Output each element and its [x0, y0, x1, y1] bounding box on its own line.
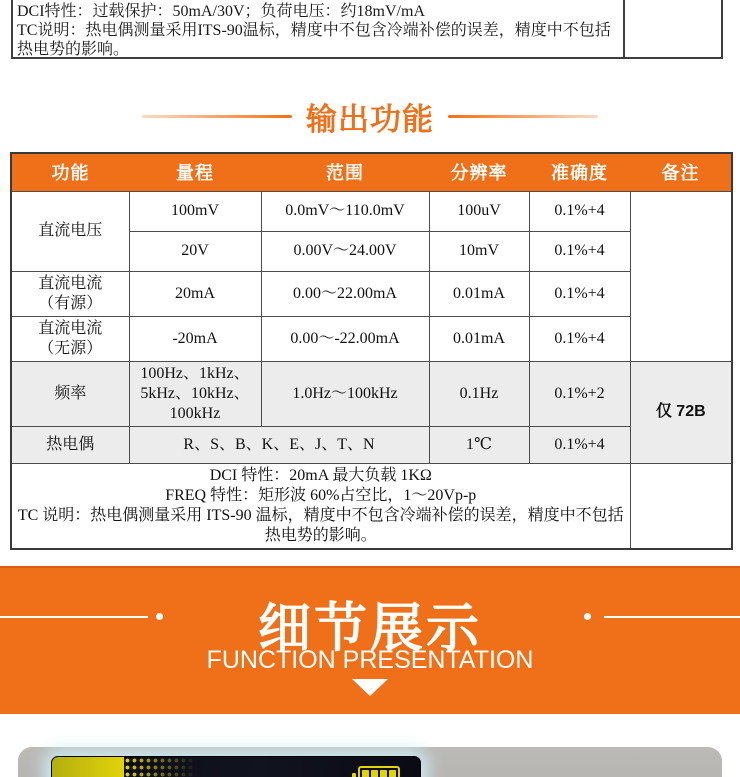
- header-range: 量程: [129, 153, 261, 191]
- cell-resolution: 10mV: [429, 231, 529, 271]
- header-resolution: 分辨率: [429, 153, 529, 191]
- battery-icon: [352, 766, 400, 777]
- cell-range: 100mV: [129, 191, 261, 231]
- header-function: 功能: [11, 153, 129, 191]
- cell-resolution: 100uV: [429, 191, 529, 231]
- battery-segment: [389, 770, 396, 777]
- cell-accuracy: 0.1%+4: [529, 191, 630, 231]
- cell-span: 0.0mV～110.0mV: [261, 191, 429, 231]
- screen-halftone-dots: [124, 757, 204, 777]
- previous-spec-footnotes-table: [11, 0, 723, 59]
- detail-section-banner: [0, 566, 740, 714]
- section-header: [0, 92, 740, 140]
- table-header-row: [11, 153, 732, 191]
- battery-segment: [380, 770, 387, 777]
- footnotes-cell: [11, 463, 630, 549]
- cell-accuracy: 0.1%+4: [529, 231, 630, 271]
- function-sublabel: （有源）: [38, 294, 103, 312]
- banner-subtitle: FUNCTION PRESENTATION: [206, 646, 534, 674]
- function-sublabel: （无源）: [38, 339, 103, 357]
- footnote-freq: FREQ 特性：矩形波 60%占空比，1～20Vp-p: [165, 486, 477, 504]
- title-decoration-line-left: [142, 115, 292, 118]
- cell-tc-types: R、S、B、K、E、J、T、N: [129, 426, 429, 463]
- cell-remark-footer: [630, 463, 732, 549]
- cell-function-dci-passive: [11, 316, 129, 361]
- battery-body: [358, 766, 400, 777]
- triangle-down-icon: [352, 679, 388, 696]
- cell-resolution: 0.1Hz: [429, 361, 529, 426]
- function-label: 直流电流: [38, 319, 103, 337]
- cell-span: 0.00～-22.00mA: [261, 316, 429, 361]
- device-body: [18, 747, 722, 777]
- banner-decoration-line-right: [604, 616, 740, 618]
- output-function-table: [10, 152, 733, 550]
- previous-remark-cell: [623, 0, 721, 57]
- header-remark: 备注: [630, 153, 732, 191]
- cell-function-dci-active: [11, 271, 129, 316]
- table-footnotes-row: [11, 463, 732, 549]
- footnote-tc: TC 说明：热电偶测量采用 ITS-90 温标，精度中不包含冷端补偿的误差，精度中不包括热电势的影响。: [17, 506, 624, 544]
- device-screen: [51, 756, 421, 777]
- cell-span: 0.00V～24.00V: [261, 231, 429, 271]
- cell-resolution: 0.01mA: [429, 271, 529, 316]
- banner-title: 细节展示: [258, 599, 482, 658]
- cell-remark-upper: [630, 191, 732, 361]
- note-tc: TC说明：热电偶测量采用ITS-90温标，精度中不包含冷端补偿的误差，精度中不包括热电势的影响。: [17, 22, 611, 57]
- previous-footnotes-cell: [13, 0, 623, 57]
- battery-terminal: [352, 773, 356, 777]
- cell-remark-only-72b: 仅 72B: [630, 361, 732, 463]
- cell-range: 100Hz、1kHz、5kHz、10kHz、100kHz: [129, 361, 261, 426]
- table-row: [11, 191, 732, 231]
- table-row: [11, 361, 732, 426]
- cell-resolution: 1℃: [429, 426, 529, 463]
- cell-resolution: 0.01mA: [429, 316, 529, 361]
- cell-range: 20V: [129, 231, 261, 271]
- cell-span: 1.0Hz～100kHz: [261, 361, 429, 426]
- cell-function-freq: 频率: [11, 361, 129, 426]
- note-dci: DCI特性：过载保护：50mA/30V；负荷电压：约18mV/mA: [17, 3, 426, 20]
- cell-range: -20mA: [129, 316, 261, 361]
- table-row: [11, 271, 732, 316]
- function-label: 直流电流: [38, 274, 103, 292]
- cell-accuracy: 0.1%+4: [529, 426, 630, 463]
- screen-yellow-gradient: [52, 757, 124, 777]
- banner-decoration-dot-right: [584, 613, 591, 620]
- battery-segment: [362, 770, 369, 777]
- table-row: [11, 316, 732, 361]
- header-span: 范围: [261, 153, 429, 191]
- battery-segment: [371, 770, 378, 777]
- cell-accuracy: 0.1%+2: [529, 361, 630, 426]
- cell-accuracy: 0.1%+4: [529, 271, 630, 316]
- cell-accuracy: 0.1%+4: [529, 316, 630, 361]
- table-row: [11, 426, 732, 463]
- cell-function-tc: 热电偶: [11, 426, 129, 463]
- cell-range: 20mA: [129, 271, 261, 316]
- cell-function-dcv: 直流电压: [11, 191, 129, 271]
- footnote-dci: DCI 特性：20mA 最大负载 1KΩ: [209, 466, 432, 484]
- title-decoration-line-right: [448, 115, 598, 118]
- product-detail-photo: [0, 745, 740, 777]
- cell-span: 0.00～22.00mA: [261, 271, 429, 316]
- header-accuracy: 准确度: [529, 153, 630, 191]
- section-title: 输出功能: [306, 101, 434, 137]
